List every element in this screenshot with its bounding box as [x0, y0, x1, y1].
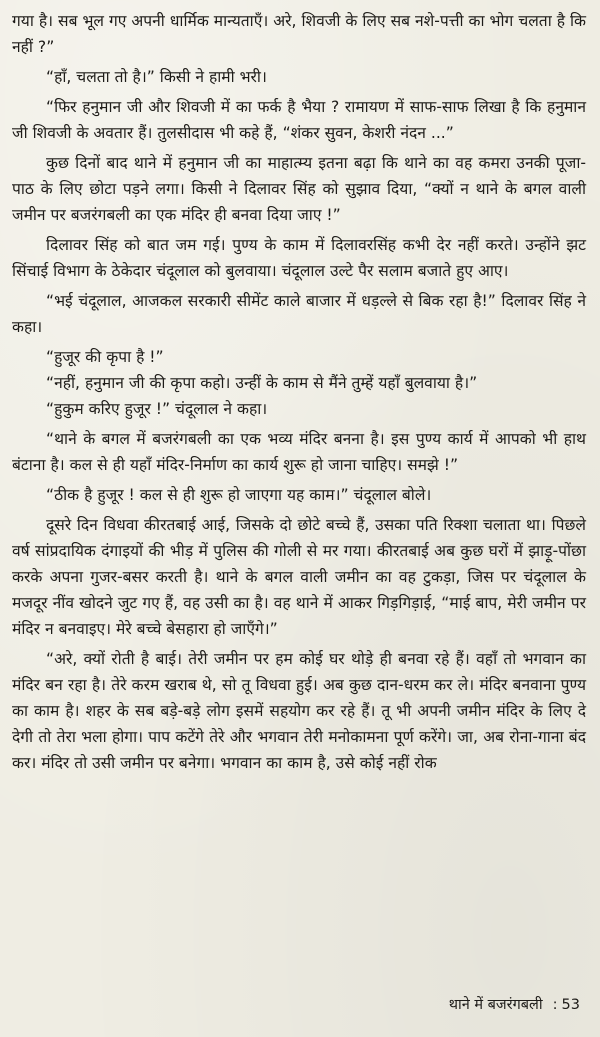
paragraph: “हाँ, चलता तो है।” किसी ने हामी भरी। — [46, 68, 267, 86]
paragraph: “भई चंदूलाल, आजकल सरकारी सीमेंट काले बाजार में धड़ल्ले से बिक रहा है!” दिलावर सिंह ने कहा। — [12, 292, 586, 336]
paragraph: “अरे, क्यों रोती है बाई। तेरी जमीन पर हम कोई घर थोड़े ही बनवा रहे हैं। वहाँ तो भगवान का मंदिर बन रहा है। तेरे करम खराब थे, सो तू विधवा हुई। अब कुछ दान-धरम कर ले। मंदिर बनवाना पुण्य का काम है। शहर के सब बड़े-बड़े लोग इसमें सहयोग कर रहे हैं। तू भी अपनी जमीन मंदिर के लिए दे देगी तो तेरा भला होगा। पाप कटेंगे तेरे और भगवान तेरी मनोकामना पूर्ण करेंगे। जा, अब रोना-गाना बंद कर। मंदिर तो उसी जमीन पर बनेगा। भगवान का काम है, उसे कोई नहीं रोक — [12, 650, 586, 772]
paragraph: “थाने के बगल में बजरंगबली का एक भव्य मंदिर बनना है। इस पुण्य कार्य में आपको भी हाथ बंटाना है। कल से ही यहाँ मंदिर-निर्माण का कार्य शुरू हो जाना चाहिए। समझे !” — [12, 430, 586, 474]
paragraph: “ठीक है हुजूर ! कल से ही शुरू हो जाएगा यह काम।” चंदूलाल बोले। — [46, 486, 432, 504]
paragraph: गया है। सब भूल गए अपनी धार्मिक मान्यताएँ। अरे, शिवजी के लिए सब नशे-पत्ती का भोग चलता है कि नहीं ?” — [12, 12, 586, 56]
paragraph: दूसरे दिन विधवा कीरतबाई आई, जिसके दो छोटे बच्चे हैं, उसका पति रिक्शा चलाता था। पिछले वर्ष सांप्रदायिक दंगाइयों की भीड़ में पुलिस की गोली से मर गया। कीरतबाई अब कुछ घरों में झाड़ू-पोंछा करके अपना गुजर-बसर करती है। थाने के बगल वाली जमीन का वह टुकड़ा, जिस पर चंदूलाल के मजदूर नींव खोदने जुट गए हैं, वह उसी का है। वह थाने में आकर गिड़गिड़ाई, “माई बाप, मेरी जमीन पर मंदिर न बनवाइए। मेरे बच्चे बेसहारा हो जाएँगे।” — [12, 516, 586, 638]
running-title: थाने में बजरंगबली — [448, 997, 543, 1013]
paragraph: कुछ दिनों बाद थाने में हनुमान जी का माहात्म्य इतना बढ़ा कि थाने का वह कमरा उनकी पूजा-पाठ के लिए छोटा पड़ने लगा। किसी ने दिलावर सिंह को सुझाव दिया, “क्यों न थाने के बगल वाली जमीन पर बजरंगबली का एक मंदिर ही बनवा दिया जाए !” — [12, 154, 586, 224]
paragraph: “हुकुम करिए हुजूर !” चंदूलाल ने कहा। — [46, 400, 268, 418]
footer-separator: : — [552, 997, 558, 1013]
page-footer — [449, 995, 580, 1015]
paragraph: “हुजूर की कृपा है !” — [46, 348, 164, 366]
body-text — [12, 8, 586, 776]
paragraph: दिलावर सिंह को बात जम गई। पुण्य के काम में दिलावरसिंह कभी देर नहीं करते। उन्होंने झट सिंचाई विभाग के ठेकेदार चंदूलाल को बुलवाया। चंदूलाल उल्टे पैर सलाम बजाते हुए आए। — [12, 236, 586, 280]
paragraph: “फिर हनुमान जी और शिवजी में का फर्क है भैया ? रामायण में साफ-साफ लिखा है कि हनुमान जी शिवजी के अवतार हैं। तुलसीदास भी कहे हैं, “शंकर सुवन, केशरी नंदन ...” — [12, 98, 586, 142]
page-number: 53 — [561, 997, 580, 1013]
paragraph: “नहीं, हनुमान जी की कृपा कहो। उन्हीं के काम से मैंने तुम्हें यहाँ बुलवाया है।” — [46, 374, 478, 392]
